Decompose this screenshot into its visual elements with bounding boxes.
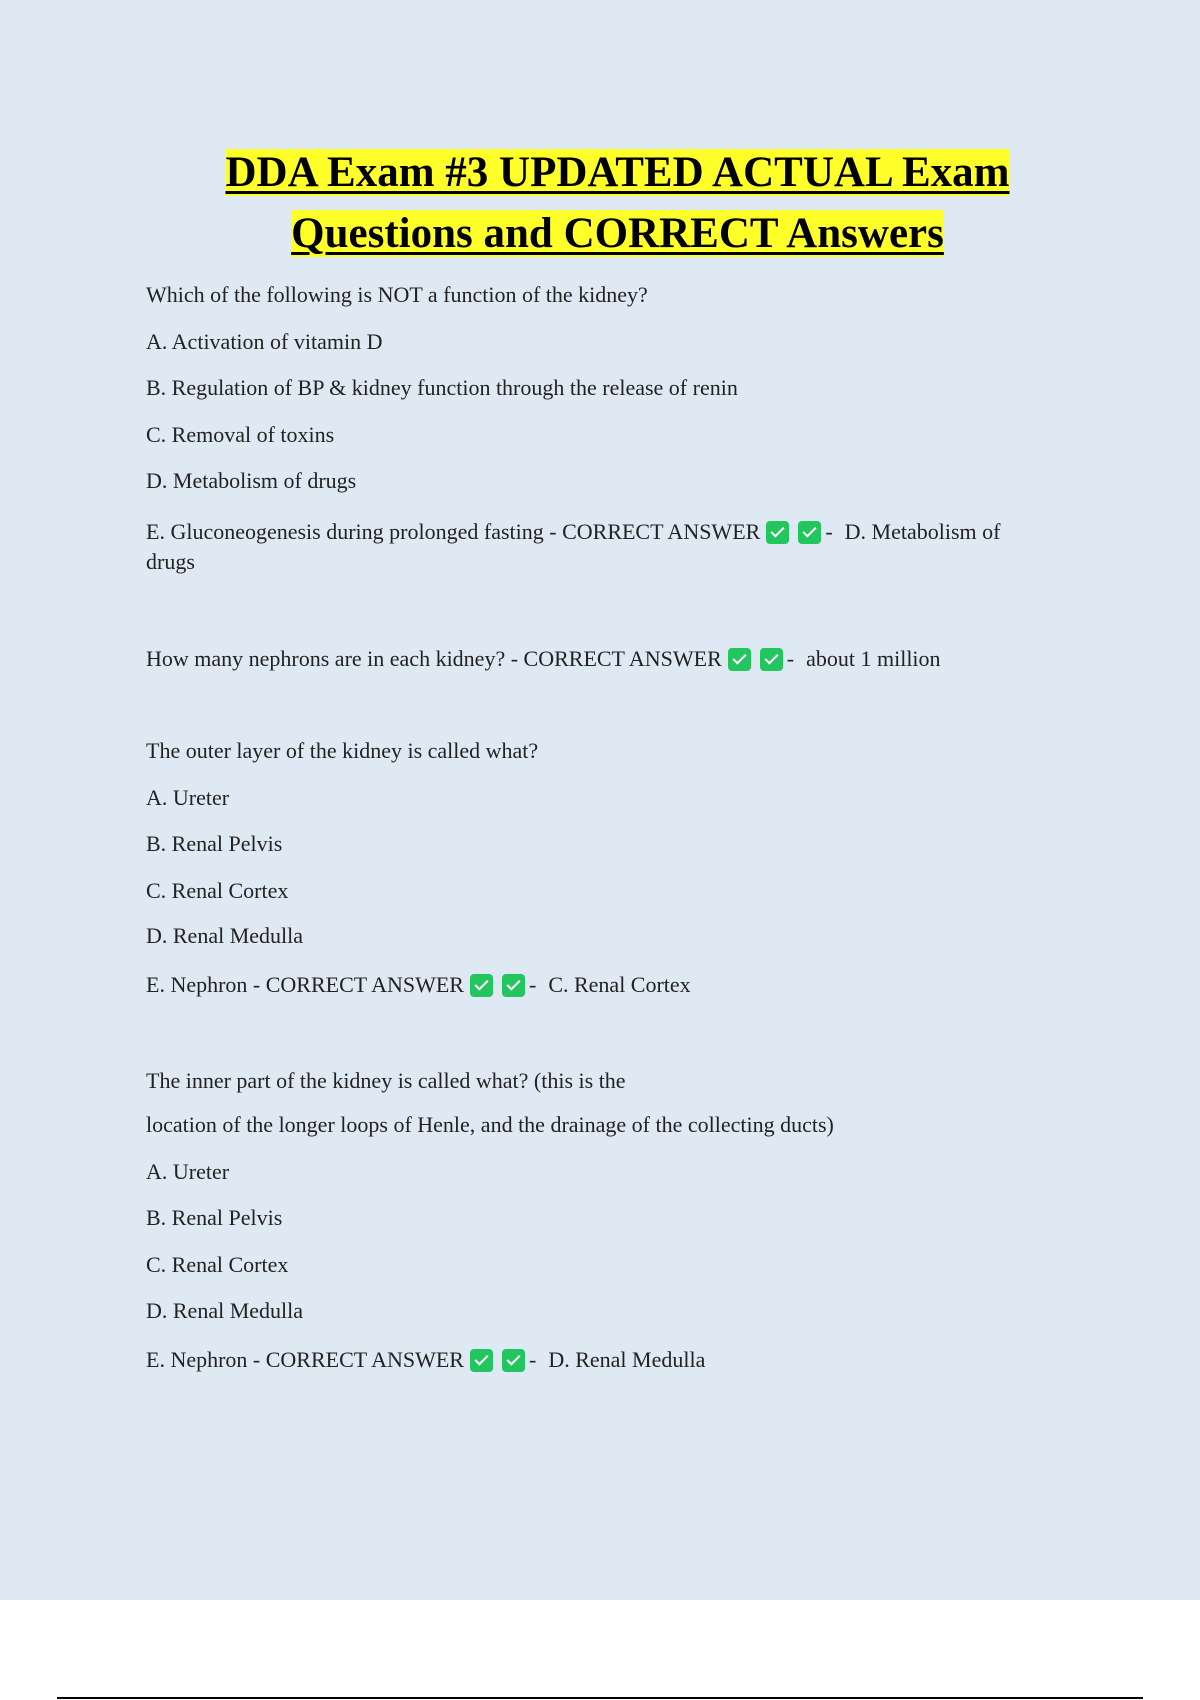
question-2-text: How many nephrons are in each kidney? - CORRECT ANSWER <box>146 646 722 671</box>
question-3-option-c: C. Renal Cortex <box>146 878 289 903</box>
question-4-option-e: E. Nephron - CORRECT ANSWER <box>146 1347 464 1372</box>
check-square-icon <box>502 1349 525 1372</box>
question-3-option-a: A. Ureter <box>146 785 230 810</box>
question-3-option-b: B. Renal Pelvis <box>146 831 283 856</box>
question-1-option-c: C. Removal of toxins <box>146 422 335 447</box>
question-4-option-c: C. Renal Cortex <box>146 1252 289 1277</box>
check-square-icon <box>798 521 821 544</box>
answer-separator: - <box>528 1347 537 1372</box>
answer-separator: - <box>528 972 537 997</box>
question-3-option-d: D. Renal Medulla <box>146 923 304 948</box>
title-line-1: DDA Exam #3 UPDATED ACTUAL Exam <box>225 149 1010 196</box>
question-4-text-line-1: The inner part of the kidney is called what? (this is the <box>146 1068 626 1093</box>
question-4-text-line-2: location of the longer loops of Henle, and the drainage of the collecting ducts) <box>146 1112 834 1137</box>
document-title <box>0 142 1200 264</box>
question-4-answer: D. Renal Medulla <box>548 1347 706 1372</box>
question-3-answer: C. Renal Cortex <box>548 972 691 997</box>
check-square-icon <box>470 1349 493 1372</box>
question-3-option-e: E. Nephron - CORRECT ANSWER <box>146 972 464 997</box>
question-1-option-b: B. Regulation of BP & kidney function through the release of renin <box>146 375 738 400</box>
question-4-option-b: B. Renal Pelvis <box>146 1205 283 1230</box>
question-4-option-d: D. Renal Medulla <box>146 1298 304 1323</box>
check-square-icon <box>760 648 783 671</box>
question-1-option-e: E. Gluconeogenesis during prolonged fasting - CORRECT ANSWER <box>146 519 761 544</box>
check-square-icon <box>502 974 525 997</box>
answer-separator: - <box>825 519 833 544</box>
question-2-answer: about 1 million <box>806 646 941 671</box>
question-4-option-a: A. Ureter <box>146 1159 230 1184</box>
question-1-text: Which of the following is NOT a function of the kidney? <box>146 282 648 307</box>
question-1-answer-line <box>146 517 1000 547</box>
question-1-option-d: D. Metabolism of drugs <box>146 468 357 493</box>
check-square-icon <box>470 974 493 997</box>
question-3-text: The outer layer of the kidney is called what? <box>146 738 539 763</box>
question-1-answer-wrap: drugs <box>146 549 195 574</box>
check-square-icon <box>766 521 789 544</box>
question-2-line <box>146 644 941 674</box>
question-4-answer-line <box>146 1345 705 1375</box>
question-3-answer-line <box>146 970 691 1000</box>
question-1-answer: D. Metabolism of <box>844 519 1001 544</box>
footer-divider <box>57 1697 1143 1699</box>
check-square-icon <box>728 648 751 671</box>
question-1-option-a: A. Activation of vitamin D <box>146 329 383 354</box>
answer-separator: - <box>786 646 795 671</box>
title-line-2: Questions and CORRECT Answers <box>291 210 944 257</box>
